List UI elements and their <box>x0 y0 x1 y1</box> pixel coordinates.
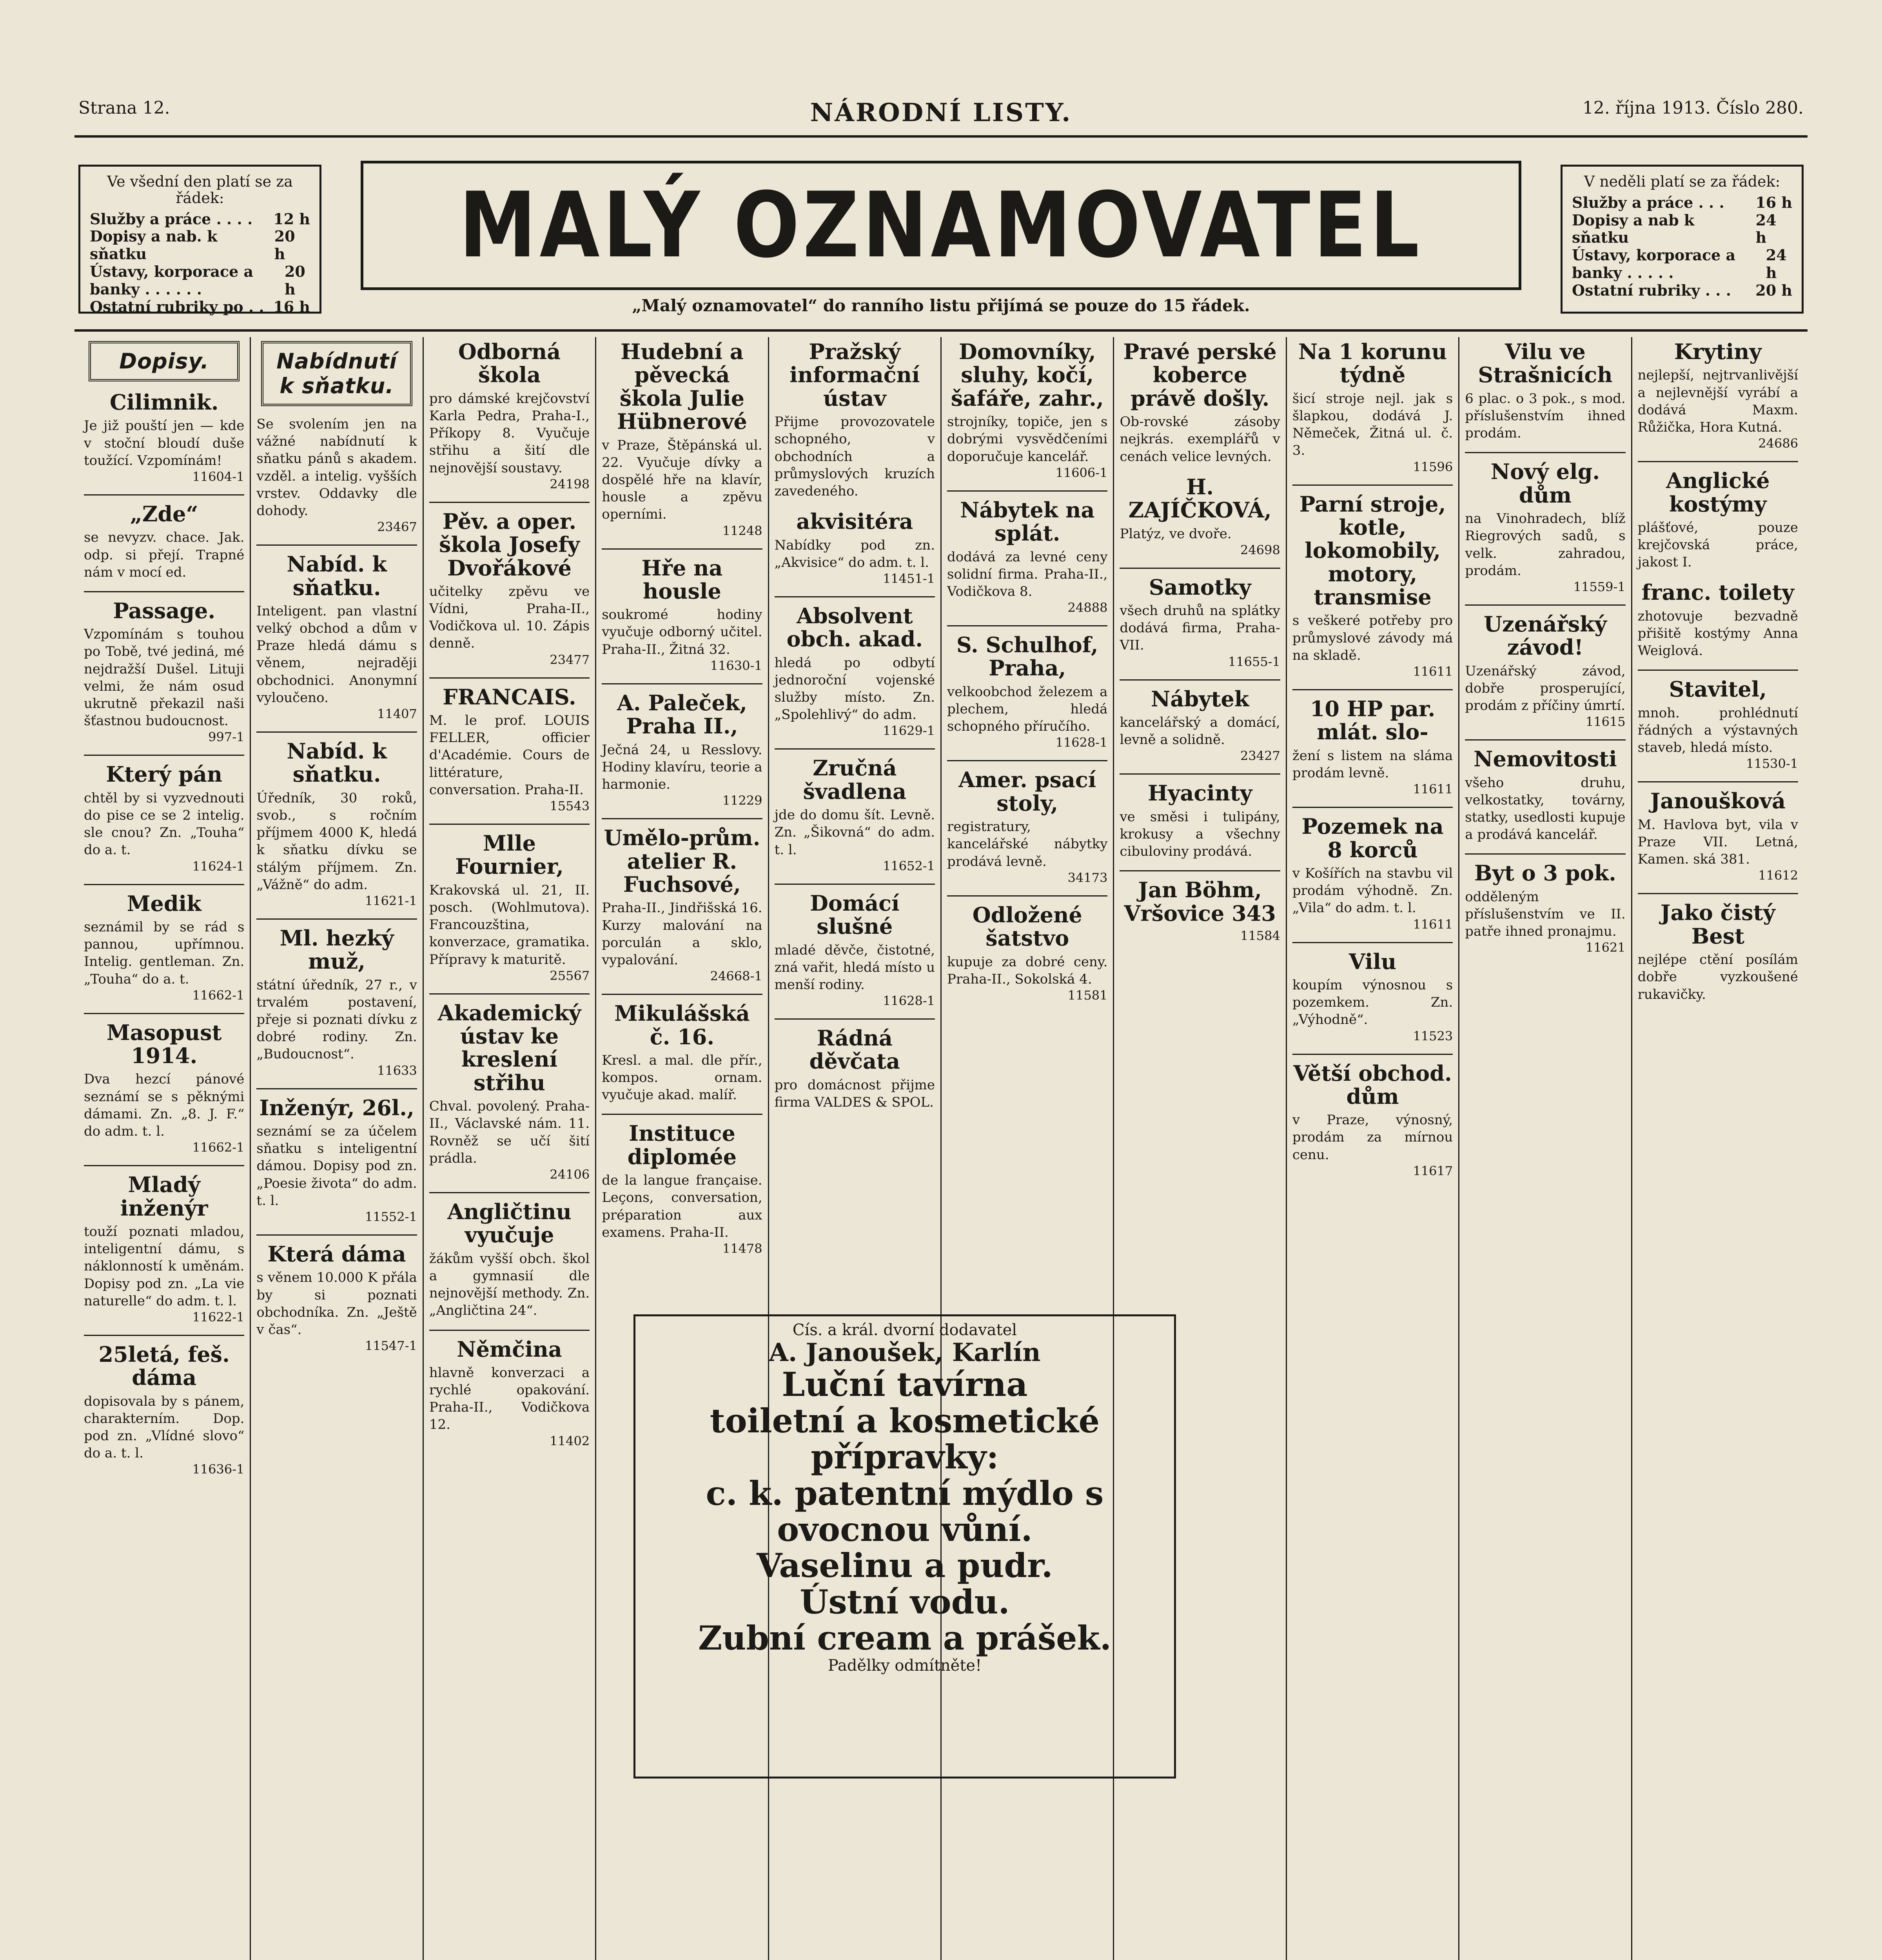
ad-line: Vaselinu a pudr. <box>757 1546 1053 1585</box>
classified-ad: Anglické kostýmy plášťové, pouze krejčovská práce, jakost I. <box>1637 468 1799 570</box>
classified-ad: Nábytek na splát. dodává za levné ceny solidní firma. Praha-II., Vodičkova 8. 24888 <box>947 497 1108 615</box>
ad-footer: Padělky odmítněte! <box>828 1656 982 1675</box>
classified-ad: franc. toilety zhotovuje bezvadně přišitě kostýmy Anna Weiglová. <box>1637 580 1799 659</box>
classified-ad: Hyacinty ve směsi i tulipány, krokusy a všechny cibuloviny prodává. <box>1120 780 1280 860</box>
classified-ad: Mladý inženýr touží poznati mladou, inteligentní dámu, s náklonností k uměnám. Dopisy pod zn. „La vie naturelle“ do adm. t. l. 11622-1 <box>84 1172 245 1325</box>
column-3 <box>424 337 596 1960</box>
ad-line: toiletní a kosmetické přípravky: <box>710 1401 1100 1477</box>
classified-ad: Nový elg. dům na Vinohradech, blíž Riegrových sadů, s velk. zahradou, prodám. 11559-1 <box>1465 459 1626 594</box>
classified-ad: Nábytek kancelářský a domácí, levně a solidně. 23427 <box>1120 686 1280 764</box>
classified-ad: Domovníky, sluhy, kočí, šafáře, zahr., strojníky, topiče, jen s dobrými vysvědčeními doporučuje kancelář. 11606-1 <box>947 339 1108 480</box>
classified-ad: Jan Böhm, Vršovice 343 11584 <box>1124 877 1280 944</box>
classified-ad: Větší obchod. dům v Praze, výnosný, prodám za mírnou cenu. 11617 <box>1292 1060 1453 1178</box>
ad-supplier-line: Cís. a král. dvorní dodavatel <box>792 1321 1017 1339</box>
classified-ad: Jako čistý Best nejlépe ctění posílám dobře vyzkoušené rukavičky. <box>1637 900 1799 1002</box>
price-row: Dopisy a nab k sňatku 24 h <box>1572 211 1777 247</box>
ad-company-name: A. Janoušek, Karlín <box>769 1338 1041 1367</box>
sunday-price-box <box>1561 165 1804 314</box>
running-header <box>78 98 1804 129</box>
classified-ad: Absolvent obch. akad. hledá po odbytí jednoroční vojenské služby místo. Zn. „Spolehlivý“ do adm. 11629-1 <box>774 603 935 739</box>
column-1 <box>78 337 251 1960</box>
classified-ad: „Zde“ se nevyzv. chace. Jak. odp. si přejí. Trapné nám v mocí ed. <box>84 501 245 580</box>
classified-ad: Stavitel, mnoh. prohlédnutí řádných a výstavných staveb, hledá místo. 11530-1 <box>1637 677 1799 771</box>
classified-ad: Amer. psací stoly, registratury, kancelářské nábytky prodává levně. 34173 <box>947 767 1108 885</box>
classified-ad: Nabíd. k sňatku. Úředník, 30 roků, svob., s ročním příjmem 4000 K, hledá k sňatku dívku se stálým příjmem. Zn. „Vážně“ do adm. 11621-1 <box>256 739 417 908</box>
classified-ad: Instituce diplomée de la langue française. Leçons, conversation, préparation aux examens. Praha-II. 11478 <box>602 1121 762 1256</box>
column-8 <box>1287 337 1459 1960</box>
classified-ad: Mikulášská č. 16. Kresl. a mal. dle přír., kompos. ornam. vyučuje akad. malíř. <box>602 1001 762 1103</box>
classified-ad: Která dáma s věnem 10.000 K přála by si poznati obchodníka. Zn. „Ještě v čas“. 11547-1 <box>256 1241 417 1354</box>
category-heading: Nabídnutí k sňatku. <box>261 341 412 406</box>
classified-ad: Medik seznámil by se rád s pannou, upřímnou. Intelig. gentleman. Zn. „Touha“ do a. t. 11662-1 <box>84 891 245 1003</box>
ad-line: c. k. patentní mýdlo s ovocnou vůní. <box>706 1474 1104 1549</box>
classified-ad: Uzenářský závod! Uzenářský závod, dobře prosperující, prodám z příčiny úmrtí. 11615 <box>1465 611 1626 730</box>
column-9 <box>1459 337 1632 1960</box>
classified-ad: Hře na housle soukromé hodiny vyučuje odborný učitel. Praha-II., Žitná 32. 11630-1 <box>602 555 762 673</box>
classified-ad: Angličtinu vyučuje žákům vyšší obch. škol a gymnasií dle nejnovější methody. Zn. „Angličtina 24“. <box>429 1199 590 1319</box>
ad-line: Ústní vodu. <box>800 1582 1010 1621</box>
weekday-price-heading: Ve všední den platí se za řádek: <box>107 173 293 207</box>
classified-ad: Zručná švadlena jde do domu šít. Levně. Zn. „Šikovná“ do adm. t. l. 11652-1 <box>774 755 935 873</box>
classified-ad: FRANCAIS. M. le prof. LOUIS FELLER, officier d'Académie. Cours de littérature, conversation. Praha-II. 15543 <box>429 684 590 813</box>
classified-ad: Cilimnik. Je již pouští jen — kde v stoční bloudí duše toužící. Vzpomínám! 11604-1 <box>84 390 245 484</box>
section-subtitle: „Malý oznamovatel“ do ranního listu přijímá se pouze do 15 řádek. <box>632 296 1250 315</box>
header-rule <box>74 135 1808 138</box>
classified-ad: Nemovitosti všeho druhu, velkostatky, továrny, statky, usedlosti kupuje a prodává kancelář. <box>1465 746 1626 843</box>
category-heading: Dopisy. <box>89 341 240 381</box>
price-row: Ústavy, korporace a banky . . . . . 24 h <box>1572 246 1787 282</box>
classified-ad: Ml. hezký muž, státní úředník, 27 r., v trvalém postavení, přeje si poznati dívku z dobré rodiny. Zn. „Budoucnost“. 11633 <box>256 925 417 1078</box>
classified-ad: H. ZAJÍČKOVÁ, Platýz, ve dvoře. 24698 <box>1120 474 1280 557</box>
column-2 <box>251 337 423 1960</box>
price-row: Ostatní rubriky . . . 20 h <box>1572 281 1792 299</box>
classified-ad: Vilu koupím výnosnou s pozemkem. Zn. „Výhodně“. 11523 <box>1292 949 1453 1044</box>
price-row: Dopisy a nab. k sňatku 20 h <box>90 227 295 263</box>
ad-line: Luční tavírna <box>782 1365 1028 1404</box>
classified-ad: Se svolením jen na vážné nabídnutí k sňatku pánů s akadem. vzděl. a intelig. vyšších vrstev. Oddavky dle dohody. 23467 <box>256 416 417 535</box>
classified-ad: Akademický ústav ke kreslení střihu Chval. povolený. Praha-II., Václavské nám. 11. Rovněž se učí šití prádla. 24106 <box>429 1000 590 1182</box>
classified-ad: Pražský informační ústav Přijme provozovatele schopného, v obchodních a průmyslových kruzích zavedeného. <box>774 339 935 499</box>
masthead-rule <box>74 329 1808 332</box>
classified-ad: Odložené šatstvo kupuje za dobré ceny. Praha-II., Sokolská 4. 11581 <box>947 902 1108 1003</box>
classified-ad: Krytiny nejlepší, nejtrvanlivější a nejlevnější vyrábí a dodává Maxm. Růžička, Hora Kutná. 24686 <box>1637 339 1799 451</box>
classified-ad: Umělo-prům. atelier R. Fuchsové, Praha-II., Jindřišská 16. Kurzy malování na porculán a sklo, vypalování. 24668-1 <box>602 825 762 984</box>
classified-ad: Hudební a pěvecká škola Julie Hübnerové v Praze, Štěpánská ul. 22. Vyučuje dívky a dospělé hře na klavír, housle a zpěvu operními. 11248 <box>602 339 762 538</box>
price-row: Ústavy, korporace a banky . . . . . . 20 h <box>90 263 305 298</box>
classified-ad: Inženýr, 26l., seznámí se za účelem sňatku s inteligentní dámou. Dopisy pod zn. „Poesie života“ do adm. t. l. 11552-1 <box>256 1095 417 1224</box>
classified-ad: Mlle Fournier, Krakovská ul. 21, II. posch. (Wohlmutova). Francouzština, konverzace, gramatika. Přípravy k maturitě. 25567 <box>429 830 590 983</box>
classified-ad: Pěv. a oper. škola Josefy Dvořákové učitelky zpěvu ve Vídni, Praha-II., Vodičkova ul. 10. Zápis denně. 23477 <box>429 508 590 667</box>
classified-ad: Nabíd. k sňatku. Inteligent. pan vlastní velký obchod a dům v Praze hledá dámu s věnem, nejraději obchodnici. Anonymní vyloučeno. 11407 <box>256 552 417 722</box>
classified-ad: Odborná škola pro dámské krejčovství Karla Pedra, Praha-I., Příkopy 8. Vyučuje střihu a šití dle nejnovější soustavy. 24198 <box>429 339 590 492</box>
classified-ad: A. Paleček, Praha II., Ječná 24, u Resslovy. Hodiny klavíru, teorie a harmonie. 11229 <box>602 690 762 808</box>
classified-ad: Na 1 korunu týdně šicí stroje nejl. jak s šlapkou, dodává J. Němeček, Žitná ul. č. 3. 11596 <box>1292 339 1453 474</box>
classified-ad: Byt o 3 pok. odděleným příslušenstvím ve II. patře ihned pronajmu. 11621 <box>1465 860 1626 955</box>
ad-line: Zubní cream a prášek. <box>698 1619 1112 1658</box>
classified-ad: Passage. Vzpomínám s touhou po Tobě, tvé jediná, mé nejdražší Dušel. Lituji velmi, že nám osud ukrutně překazil naši šťastnou budoucnost. 997-1 <box>84 598 245 745</box>
sunday-price-heading: V neděli platí se za řádek: <box>1584 173 1780 190</box>
janousek-display-ad <box>633 1314 1176 1779</box>
newspaper-name: NÁRODNÍ LISTY. <box>810 98 1072 127</box>
issue-date: 12. října 1913. Číslo 280. <box>1582 98 1804 118</box>
classified-ad: Rádná děvčata pro domácnost přijme firma VALDES & SPOL. <box>774 1025 935 1111</box>
classified-ad: Domácí slušné mladé děvče, čistotné, zná vařit, hledá místo u menší rodiny. 11628-1 <box>774 890 935 1009</box>
classified-ad: Janoušková M. Havlova byt, vila v Praze VII. Letná, Kamen. ská 381. 11612 <box>1637 788 1799 883</box>
classified-ad: 10 HP par. mlát. slo- žení s listem na sláma prodám levně. 11611 <box>1292 696 1453 797</box>
section-title: MALÝ OZNAMOVATEL <box>459 173 1423 278</box>
classified-ad: Masopust 1914. Dva hezcí pánové seznámí se s pěknými dámami. Zn. „8. J. F.“ do adm. t. l. 11662-1 <box>84 1020 245 1155</box>
weekday-price-box <box>78 165 321 314</box>
classified-ad: Pravé perské koberce právě došly. Ob-rovské zásoby nejkrás. exemplářů v cenách velice levných. <box>1120 339 1280 465</box>
price-row: Ostatní rubriky po . . 16 h <box>90 298 310 316</box>
classified-ad: akvisitéra Nabídky pod zn. „Akvisice“ do adm. t. l. 11451-1 <box>774 509 935 586</box>
masthead <box>78 153 1804 325</box>
column-10 <box>1632 337 1804 1960</box>
classified-ad: Němčina hlavně konverzaci a rychlé opakování. Praha-II., Vodičkova 12. 11402 <box>429 1336 590 1448</box>
classified-ad: 25letá, feš. dáma dopisovala by s pánem, charakterním. Dop. pod zn. „Vlídné slovo“ do a. t. l. 11636-1 <box>84 1341 245 1477</box>
classified-ad: S. Schulhof, Praha, velkoobchod železem a plechem, hledá schopného příručího. 11628-1 <box>947 632 1108 750</box>
price-row: Služby a práce . . . 16 h <box>1572 193 1792 211</box>
page-number: Strana 12. <box>78 98 170 118</box>
classified-ad: Samotky všech druhů na splátky dodává firma, Praha-VII. 11655-1 <box>1120 574 1280 669</box>
classified-ad: Který pán chtěl by si vyzvednouti do pise ce se 2 intelig. sle cnou? Zn. „Touha“ do a. t. 11624-1 <box>84 762 245 874</box>
classified-ad: Parní stroje, kotle, lokomobily, motory, transmise s veškeré potřeby pro průmyslové závody má na skladě. 11611 <box>1292 491 1453 679</box>
classified-ad: Pozemek na 8 korců v Košířích na stavbu vil prodám výhodně. Zn. „Vila“ do adm. t. l. 11611 <box>1292 814 1453 932</box>
price-row: Služby a práce . . . . 12 h <box>90 210 310 228</box>
title-box <box>361 161 1521 290</box>
classified-ad: Vilu ve Strašnicích 6 plac. o 3 pok., s mod. příslušenstvím ihned prodám. <box>1465 339 1626 441</box>
